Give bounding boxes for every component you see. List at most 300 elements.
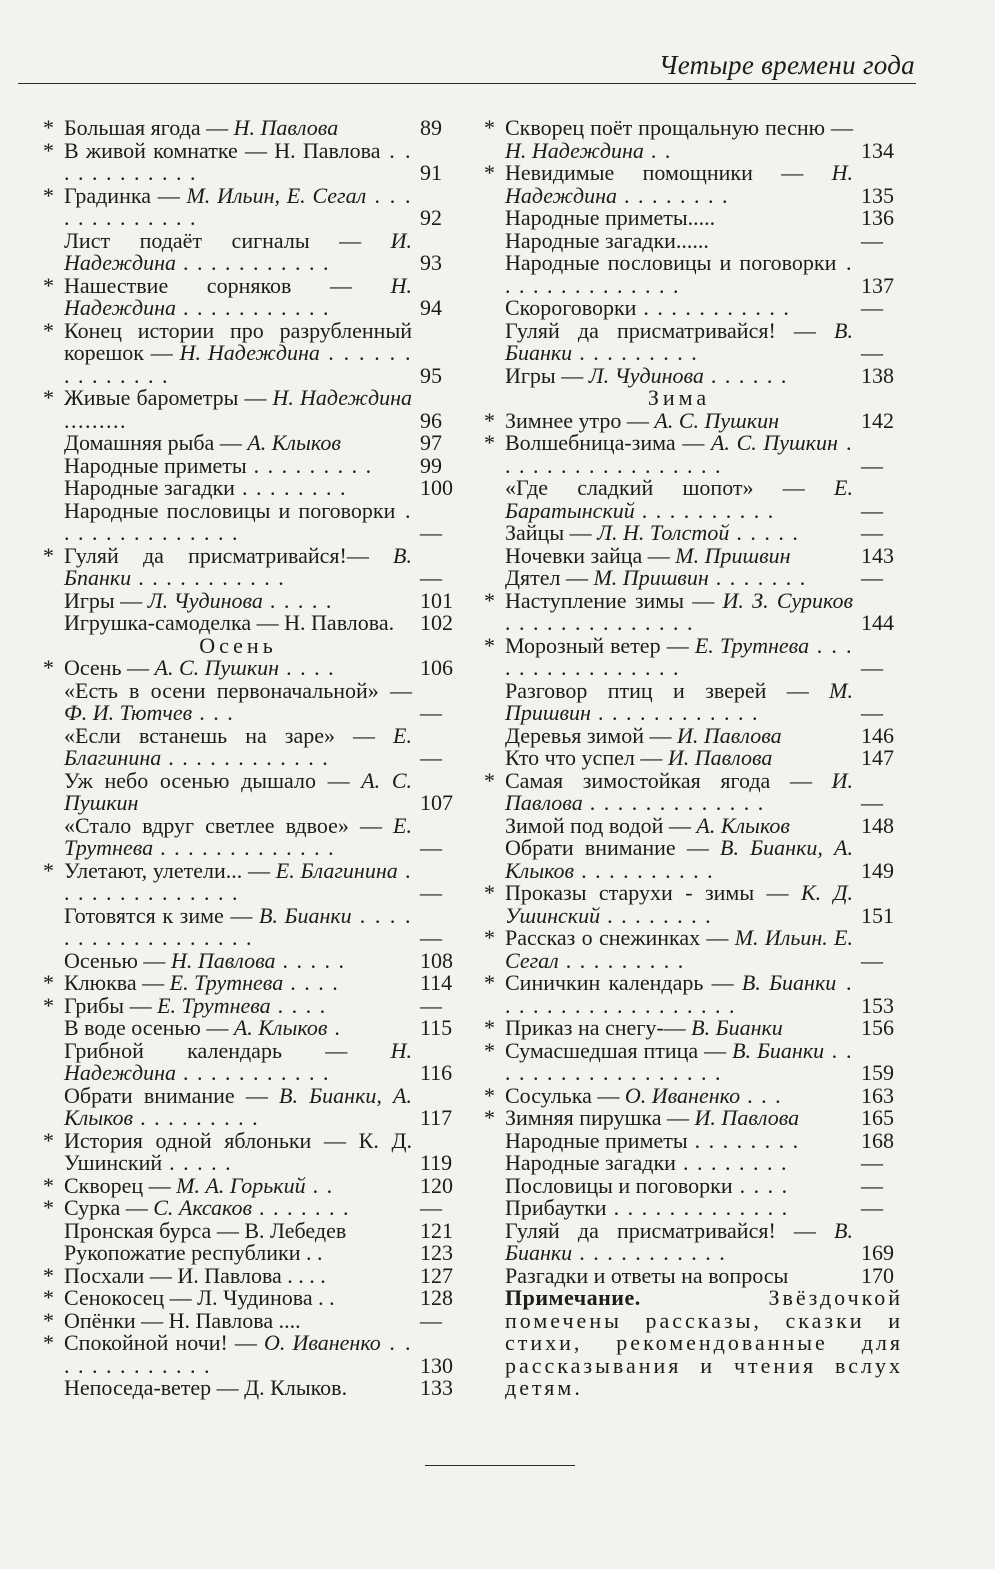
page-number: — — [420, 520, 442, 545]
recommended-star: * — [43, 137, 54, 163]
entry-author: Н. Надеждина — [272, 385, 412, 410]
entry-title: Игры — — [505, 362, 589, 388]
toc-entry — [40, 1377, 470, 1400]
toc-entry — [40, 992, 470, 1018]
page-number: — — [861, 947, 883, 973]
recommended-star: * — [43, 385, 54, 410]
toc-entry — [481, 882, 911, 927]
entry-author: Е. Благинина — [275, 857, 398, 883]
page-number: 169 — [861, 1240, 894, 1265]
toc-entry — [40, 1287, 470, 1310]
entry-title: Народные загадки — [64, 475, 235, 500]
toc-entry — [481, 747, 911, 770]
page-number: — — [861, 655, 883, 680]
toc-entry — [40, 432, 470, 455]
leader-dots: . . . . — [283, 970, 340, 995]
toc-entry — [40, 1197, 470, 1220]
toc-entry — [40, 1082, 470, 1130]
entry-author: Е. Трутнева — [694, 632, 810, 658]
toc-entry — [40, 1262, 470, 1288]
leader-dots: . . . . . . . . . . . — [176, 1060, 331, 1085]
recommended-star: * — [43, 1262, 54, 1288]
leader-dots: . . . . . . . . . . . — [176, 250, 331, 275]
leader-dots: . . . . . . . . . . . — [176, 295, 331, 320]
page-number: 165 — [861, 1105, 894, 1130]
leader-dots: . . . . . . . . — [675, 1150, 788, 1175]
footnote — [481, 1287, 911, 1400]
leader-dots: . . . . . . . . . . . . . . . . . . — [505, 970, 853, 1018]
toc-entry — [40, 587, 470, 613]
page-number: 94 — [420, 295, 442, 320]
entry-title: Игрушка-самоделка — Н. Павлова. — [64, 610, 395, 635]
entry-title: Скворец — — [64, 1172, 177, 1198]
entry-author: Л. Чудинова — [147, 587, 263, 613]
entry-title: Дятел — — [505, 565, 594, 590]
page-number: — — [861, 1195, 883, 1220]
toc-entry — [40, 1037, 470, 1085]
leader-dots: . . . . . . . . . . . . . — [153, 835, 336, 860]
toc-entry — [481, 927, 911, 972]
page-number: — — [861, 1150, 883, 1175]
toc-entry — [481, 1017, 911, 1040]
toc-entry — [481, 297, 911, 320]
entry-author: М. А. Горький — [176, 1172, 306, 1198]
entry-title: Спокойной ночи! — — [64, 1330, 264, 1355]
page-number: 97 — [420, 430, 442, 455]
page-number: 107 — [420, 790, 453, 815]
page-number: 116 — [420, 1060, 453, 1085]
entry-title: Лист подаёт сигналы — — [64, 227, 391, 253]
leader-dots: . . — [305, 1172, 334, 1198]
toc-entry — [481, 1152, 911, 1175]
toc-entry — [40, 387, 470, 432]
entry-author: И. З. Суриков — [722, 587, 853, 613]
leader-dots: . . . . — [279, 655, 336, 680]
entry-author: М. Пришвин — [675, 542, 791, 568]
toc-entry — [40, 452, 470, 478]
leader-dots: . . . . . . . . . . . . . — [606, 1195, 789, 1220]
entry-author: Ф. И. Тютчев — [64, 700, 193, 725]
page-number: — — [861, 1172, 883, 1198]
entry-author: М. Ильин, Е. Сегал — [186, 182, 367, 208]
toc-column-right — [481, 117, 911, 1400]
entry-author: Н. Надеждина — [505, 160, 853, 208]
toc-entry — [481, 812, 911, 838]
entry-author: С. Аксаков — [153, 1195, 253, 1220]
entry-title: В воде осенью — — [64, 1015, 234, 1040]
entry-title: Народные загадки — [505, 1150, 676, 1175]
footnote-label: Примечание. — [505, 1285, 641, 1310]
entry-author: В. Бианки — [691, 1015, 783, 1040]
entry-title: Зимняя пирушка — — [505, 1105, 695, 1130]
entry-title: Самая зимостойкая ягода — — [505, 767, 832, 793]
toc-entries-right — [481, 117, 911, 1287]
page-number: 108 — [420, 947, 453, 973]
page-number: 100 — [420, 475, 453, 500]
entry-author: И. Павлова — [505, 767, 853, 815]
page-number: — — [420, 1307, 442, 1333]
entry-author: И. Павлова — [667, 745, 773, 770]
page-number: 106 — [420, 655, 453, 680]
page-number: 123 — [420, 1240, 453, 1265]
entry-title: Обрати внимание — — [64, 1082, 280, 1108]
entry-title: Невидимые помощники — — [505, 160, 832, 185]
leader-dots: . . . . . . . . . — [133, 1105, 260, 1130]
page-number: 115 — [420, 1015, 453, 1040]
entry-title: Скороговорки — [505, 295, 637, 320]
entry-title: Домашняя рыба — — [64, 430, 248, 455]
recommended-star: * — [43, 317, 54, 343]
page-number: 159 — [861, 1060, 894, 1085]
leader-dots: . . . . . . . . . . . — [572, 1240, 727, 1265]
recommended-star: * — [484, 1082, 495, 1108]
toc-entry — [481, 362, 911, 388]
entry-title: Грибной календарь — — [64, 1037, 391, 1063]
entry-title: Прибаутки — [505, 1195, 607, 1220]
entry-author: О. Иваненко — [624, 1082, 741, 1108]
leader-dots: . . — [643, 137, 672, 163]
toc-entry — [40, 722, 470, 770]
entry-title: «Стало вдруг светлее вдвое» — — [64, 812, 394, 838]
toc-entry — [40, 1017, 470, 1040]
entry-title: Опёнки — Н. Павлова .... — [64, 1307, 301, 1333]
toc-entry — [481, 407, 911, 433]
entry-title: Народные приметы — [505, 1127, 688, 1153]
page-number: 135 — [861, 182, 894, 208]
leader-dots: . . . . . — [162, 1150, 233, 1175]
entry-author: А. Клыков — [696, 812, 790, 838]
entry-author: Л. Н. Толстой — [597, 520, 730, 545]
leader-dots: . — [327, 1015, 342, 1040]
entry-author: Е. Баратынский — [505, 475, 853, 523]
leader-dots: . . . . . . . . . . . . . . — [64, 497, 412, 545]
toc-entry — [481, 207, 911, 230]
page-number: — — [420, 1195, 442, 1220]
toc-entry — [40, 497, 470, 545]
page-number: — — [420, 565, 442, 590]
entry-title: В живой комнатке — Н. Павлова — [64, 137, 381, 163]
toc-entry — [481, 677, 911, 725]
page-number: 102 — [420, 610, 453, 635]
page-number: 99 — [420, 452, 442, 478]
toc-entry — [40, 612, 470, 635]
recommended-star: * — [43, 115, 54, 140]
entry-author: А. С. Пушкин — [654, 407, 779, 433]
entry-author: А. Клыков — [247, 430, 341, 455]
page-number: 170 — [861, 1262, 894, 1288]
toc-entry — [481, 632, 911, 680]
bottom-rule — [425, 1465, 575, 1466]
page-number: 138 — [861, 362, 894, 388]
page-number: — — [861, 790, 883, 815]
page-number: 147 — [861, 745, 894, 770]
toc-entry — [481, 972, 911, 1017]
page-number: — — [861, 227, 883, 253]
entry-author: Н. Надеждина — [505, 137, 644, 163]
toc-entry — [481, 767, 911, 815]
page-number: 151 — [861, 902, 894, 928]
entry-author: Е. Благинина — [64, 722, 412, 770]
entry-title: Народные приметы — [64, 452, 247, 478]
leader-dots: . . . — [740, 1082, 783, 1108]
entry-author: Н. Павлова — [170, 947, 276, 973]
entry-title: Осень — — [64, 655, 155, 680]
page-number: 93 — [420, 250, 442, 275]
entry-author: Е. Трутнева — [169, 970, 284, 995]
toc-entry — [40, 812, 470, 860]
page-number: — — [861, 452, 883, 478]
toc-entry — [40, 1217, 470, 1243]
page-number: 101 — [420, 587, 453, 613]
toc-entry — [481, 587, 911, 635]
entry-author: В. Бпанки — [64, 542, 412, 590]
toc-entry — [40, 677, 470, 725]
recommended-star: * — [43, 1285, 54, 1310]
entry-title: Морозный ветер — — [505, 632, 695, 658]
entry-title: Рукопожатие республики . . — [64, 1240, 323, 1265]
recommended-star: * — [43, 655, 54, 680]
page-number: 136 — [861, 205, 894, 230]
toc-entry — [40, 972, 470, 995]
page-number: — — [861, 700, 883, 725]
toc-entry — [40, 902, 470, 950]
recommended-star: * — [43, 970, 54, 995]
entry-title: Нашествие сорняков — — [64, 272, 391, 298]
toc-entry — [40, 137, 470, 185]
toc-entry — [40, 477, 470, 500]
leader-dots: . . . . . — [729, 520, 800, 545]
recommended-star: * — [43, 1307, 54, 1333]
entry-author: И. Надеждина — [64, 227, 412, 275]
recommended-star: * — [484, 115, 495, 140]
toc-entry — [40, 767, 470, 815]
recommended-star: * — [484, 407, 495, 433]
entry-author: Н. Надеждина — [64, 272, 412, 320]
entry-title: Деревья зимой — — [505, 722, 678, 748]
recommended-star: * — [43, 1172, 54, 1198]
entry-author: А. С. Пушкин — [154, 655, 280, 680]
page-number: 133 — [420, 1375, 453, 1400]
toc-entry — [40, 1242, 470, 1265]
page-number: 96 — [420, 407, 442, 433]
toc-entry — [481, 252, 911, 297]
recommended-star: * — [484, 767, 495, 793]
leader-dots: . . . . . . . . . — [246, 452, 373, 478]
entry-title: Уж небо осенью дышало — — [64, 767, 362, 793]
entry-title: Обрати внимание — — [505, 835, 721, 860]
recommended-star: * — [43, 272, 54, 298]
toc-entry — [40, 227, 470, 275]
entry-title: Зайцы — — [505, 520, 598, 545]
entry-author: В. Бианки — [741, 970, 837, 995]
toc-entry — [40, 1307, 470, 1333]
entry-title: Сосулька — — [505, 1082, 625, 1108]
footnote-text: Звёздочкой помечены рассказы, сказки и стихи, рекомендованные для рассказывания и чтения вслух детям. — [505, 1285, 903, 1400]
page-number: 130 — [420, 1352, 453, 1378]
entry-title: История одной яблоньки — К. Д. Ушинский — [64, 1127, 412, 1175]
leader-dots: . . . . . . . . . — [558, 947, 685, 973]
entry-title: Грибы — — [64, 992, 158, 1018]
page-number: 134 — [861, 137, 894, 163]
entry-title: «Где сладкий шопот» — — [505, 475, 835, 500]
toc-column-left — [40, 117, 470, 1400]
entry-title: Непоседа-ветер — Д. Клыков. — [64, 1375, 348, 1400]
toc-entry — [40, 1172, 470, 1198]
toc-entry — [481, 1172, 911, 1198]
page-number: — — [861, 497, 883, 523]
recommended-star: * — [484, 1015, 495, 1040]
page-number: 149 — [861, 857, 894, 883]
entry-title: Рассказ о снежинках — — [505, 925, 735, 950]
entry-title: Разгадки и ответы на вопросы — [505, 1262, 789, 1288]
page-number: — — [420, 925, 442, 950]
entry-title: Сурка — — [64, 1195, 154, 1220]
leader-dots: . . . . . . . . . . . . . . . . . — [505, 430, 854, 478]
entry-title: Скворец поёт прощальную песню — — [505, 115, 853, 140]
recommended-star: * — [484, 632, 495, 658]
toc-entry — [481, 1107, 911, 1130]
entry-title: «Есть в осени первоначальной» — — [64, 677, 412, 703]
recommended-star: * — [43, 1195, 54, 1220]
leader-dots: . . . — [192, 700, 235, 725]
leader-dots: . . . . . . . . . . . . — [590, 700, 759, 725]
entry-title: Клюква — — [64, 970, 170, 995]
page-number: 142 — [861, 407, 894, 433]
entry-title: Готовятся к зиме — — [64, 902, 259, 928]
entry-author: О. Иваненко — [263, 1330, 381, 1355]
leader-dots: . . . . . . . . . . . — [131, 565, 286, 590]
entry-author: Н. Павлова — [233, 115, 339, 140]
page-number: 156 — [861, 1015, 894, 1040]
page-number: 143 — [861, 542, 894, 568]
leader-dots: . . . . . . . . . . . . . . — [64, 340, 413, 388]
toc-entry — [481, 117, 911, 162]
leader-dots: . . . . . . . . . . . . — [64, 137, 412, 185]
entry-title: Народные загадки...... — [505, 227, 709, 253]
page-number: 114 — [420, 970, 453, 995]
page-number: 144 — [861, 610, 894, 635]
entry-title: Зимнее утро — — [505, 407, 655, 433]
toc-entry — [481, 542, 911, 568]
toc-entry — [40, 657, 470, 680]
recommended-star: * — [43, 1330, 54, 1355]
toc-entry — [481, 477, 911, 522]
leader-dots: . . . . . . . . . . . . . . . . . . — [505, 1037, 854, 1085]
entry-title: Посхали — И. Павлова . . . . — [64, 1262, 326, 1288]
toc-entry — [481, 722, 911, 748]
page-number: 168 — [861, 1127, 894, 1153]
entry-title: Игры — — [64, 587, 148, 613]
page-number: 121 — [420, 1217, 453, 1243]
leader-dots: . . . . . . . . . . . . . — [64, 1330, 412, 1378]
leader-dots: . . . . . . . . . . . . . — [64, 182, 413, 230]
toc-entry — [481, 317, 911, 365]
toc-entry — [40, 1332, 470, 1377]
leader-dots: . . . . . . . . — [687, 1127, 800, 1153]
page-number: 128 — [420, 1285, 453, 1310]
toc-entry — [481, 1127, 911, 1153]
toc-entry — [481, 432, 911, 477]
page-number: 163 — [861, 1082, 894, 1108]
recommended-star: * — [43, 992, 54, 1018]
page-number: — — [420, 745, 442, 770]
entry-title: Пословицы и поговорки — [505, 1172, 733, 1198]
entry-title: Народные пословицы и поговорки — [505, 250, 837, 275]
recommended-star: * — [43, 857, 54, 883]
recommended-star: * — [484, 925, 495, 950]
entry-title: Проказы старухи - зимы — — [505, 880, 801, 905]
page-number: — — [420, 880, 442, 905]
toc-entry — [481, 837, 911, 882]
entry-author: М. Ильин. Е. Сегал — [505, 925, 853, 973]
entry-title: Волшебница-зима — — [505, 430, 711, 455]
leader-dots: . . . . . . . . . . — [574, 857, 715, 883]
leader-dots: . . . . — [732, 1172, 789, 1198]
entry-title: Гуляй да присматривайся!— — [64, 542, 394, 568]
page-number: 120 — [420, 1172, 453, 1198]
header-rule — [18, 83, 916, 84]
entry-author: В. Бианки — [505, 317, 853, 365]
toc-entry — [40, 542, 470, 590]
recommended-star: * — [484, 430, 495, 455]
recommended-star: * — [43, 542, 54, 568]
entry-title: Приказ на снегу-— — [505, 1015, 692, 1040]
toc-entry — [40, 272, 470, 320]
leader-dots: . . . . . . . . . . . . . . — [505, 610, 694, 635]
entry-author: В. Бианки, А. Клыков — [64, 1082, 412, 1130]
toc-entry — [481, 227, 911, 253]
leader-dots: . . . . . . . . . . . . . . . . — [505, 632, 853, 680]
entry-title: Пронская бурса — В. Лебедев — [64, 1217, 347, 1243]
page-number: 92 — [420, 205, 442, 230]
page-number: — — [861, 295, 883, 320]
entry-title: Зимой под водой — — [505, 812, 697, 838]
section-heading: Осень — [199, 632, 277, 658]
leader-dots: . . . . . . . . . . . . . . — [64, 857, 413, 905]
leader-dots: . . . . . . . — [708, 565, 807, 590]
entry-title: Народные приметы..... — [505, 205, 716, 230]
page-number: 119 — [420, 1150, 453, 1175]
page-number: 146 — [861, 722, 894, 748]
toc-entry — [481, 162, 911, 207]
entry-author: Е. Трутнева — [157, 992, 271, 1018]
toc-entry — [481, 567, 911, 590]
page-number: 127 — [420, 1262, 453, 1288]
leader-dots: . . . . . . . — [252, 1195, 351, 1220]
leader-dots: . . . . . . — [703, 362, 788, 388]
page-number: — — [420, 835, 442, 860]
page-number: 153 — [861, 992, 894, 1018]
entry-title: Сенокосец — Л. Чудинова . . — [64, 1285, 335, 1310]
leader-dots: . . . . . . . . . — [572, 340, 699, 365]
leader-dots: . . . . . . . . . . — [634, 497, 775, 523]
leader-dots: . . . . . . . . . . . . . . . . . . — [64, 902, 412, 950]
page-number: 89 — [420, 115, 442, 140]
recommended-star: * — [484, 1105, 495, 1130]
toc-entry — [40, 857, 470, 905]
entry-author: И. Павлова — [694, 1105, 800, 1130]
entry-title: Большая ягода — — [64, 115, 234, 140]
entry-title: Разговор птиц и зверей — — [505, 677, 830, 703]
toc-entry — [40, 947, 470, 973]
entry-author: А. Клыков — [233, 1015, 328, 1040]
leader-dots: . . . . . . . . — [234, 475, 347, 500]
entry-title: «Если встанешь на заре» — — [64, 722, 394, 748]
entry-author: А. С. Пушкин — [710, 430, 838, 455]
entry-author: В. Бианки — [258, 902, 352, 928]
page-number: 117 — [420, 1105, 453, 1130]
toc-entry — [40, 117, 470, 140]
